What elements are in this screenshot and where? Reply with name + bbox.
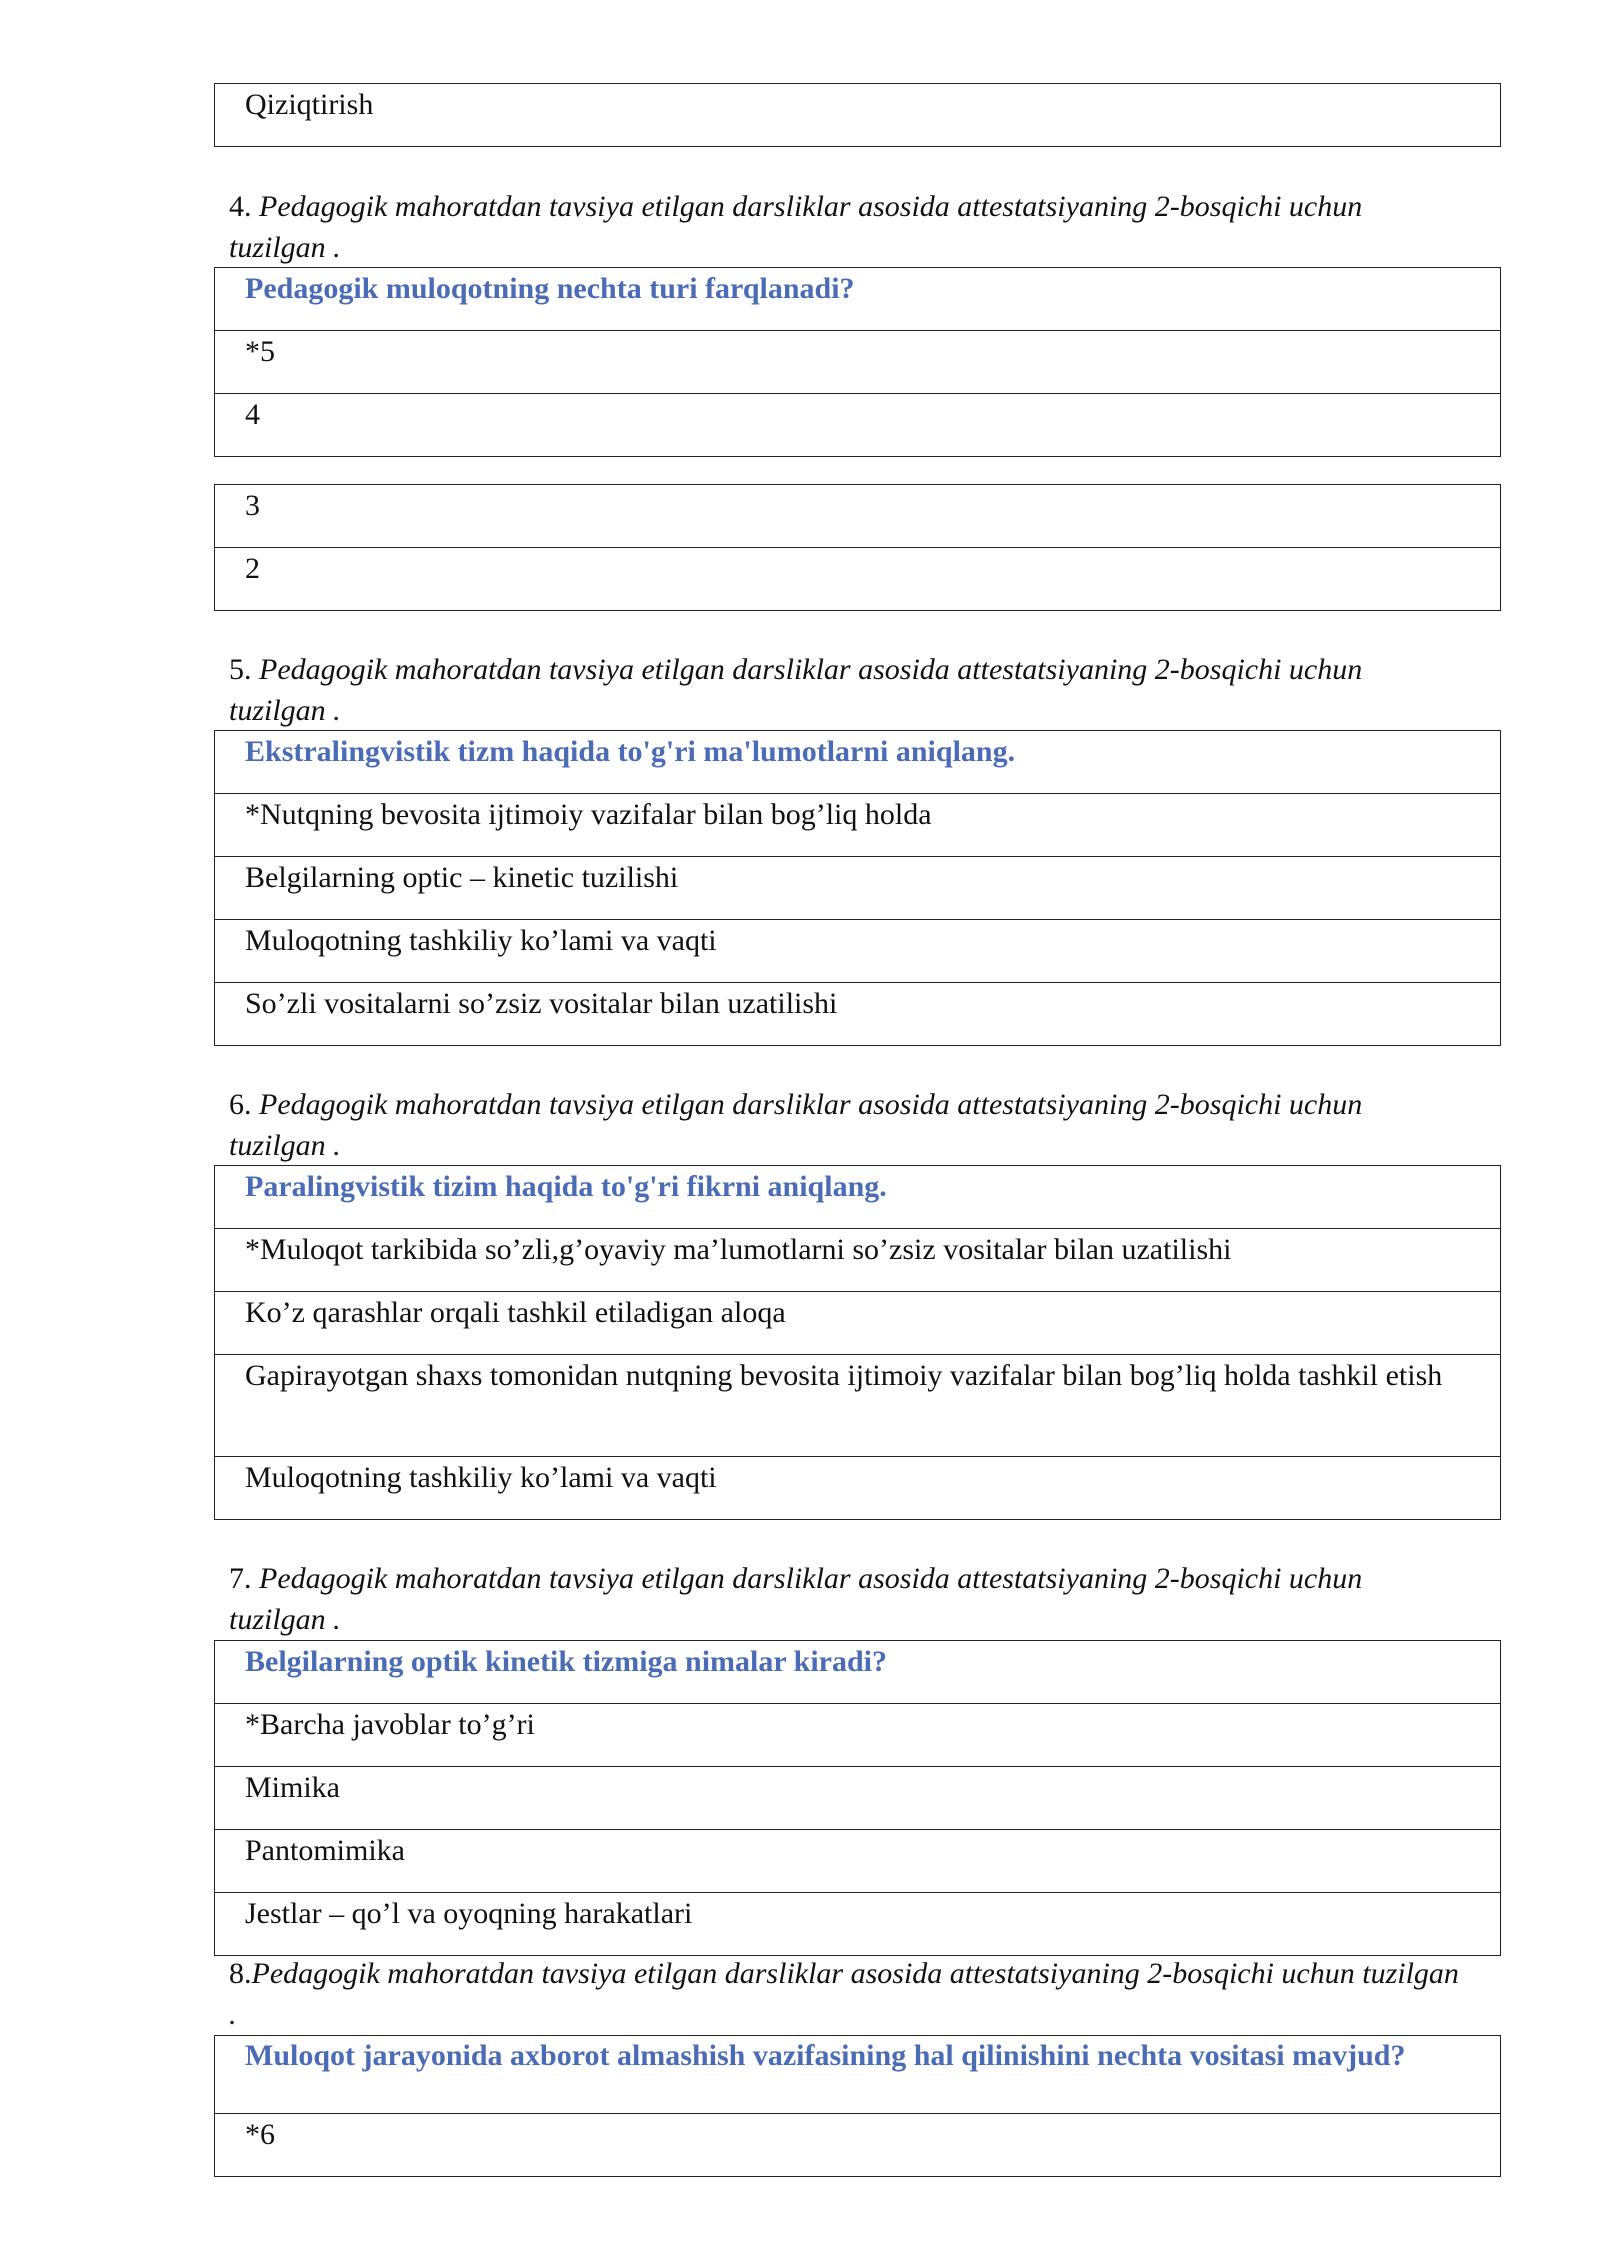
question-stem xyxy=(229,1084,1459,1166)
question-stem-text: Pedagogik mahoratdan tavsiya etilgan darsliklar asosida attestatsiyaning 2-bosqichi uchun tuzilgan . xyxy=(229,653,1363,727)
question-table xyxy=(214,730,1501,1046)
option-row: So’zli vositalarni so’zsiz vositalar bilan uzatilishi xyxy=(215,982,1500,1045)
question-text: Pedagogik muloqotning nechta turi farqlanadi? xyxy=(245,272,855,305)
question-stem-text: Pedagogik mahoratdan tavsiya etilgan darsliklar asosida attestatsiyaning 2-bosqichi uchun tuzilgan . xyxy=(229,1957,1459,2031)
option-row: 3 xyxy=(245,489,260,522)
option-row: Mimika xyxy=(215,1766,1500,1829)
option-row: Muloqotning tashkiliy ko’lami va vaqti xyxy=(215,919,1500,982)
question-stem-text: Pedagogik mahoratdan tavsiya etilgan darsliklar asosida attestatsiyaning 2-bosqichi uchun tuzilgan . xyxy=(229,1562,1363,1636)
question-stem-text: Pedagogik mahoratdan tavsiya etilgan darsliklar asosida attestatsiyaning 2-bosqichi uchun tuzilgan . xyxy=(229,1088,1363,1162)
question-stem xyxy=(229,186,1459,268)
question-text: Muloqot jarayonida axborot almashish vazifasining hal qilinishini nechta vositasi mavjud? xyxy=(245,2039,1406,2072)
question-stem-text: Pedagogik mahoratdan tavsiya etilgan darsliklar asosida attestatsiyaning 2-bosqichi uchun tuzilgan . xyxy=(229,190,1363,264)
option-row: Ko’z qarashlar orqali tashkil etiladigan aloqa xyxy=(215,1291,1500,1354)
option-row: 2 xyxy=(215,547,1500,610)
question-number: 6. xyxy=(229,1088,252,1121)
option-row: Pantomimika xyxy=(215,1829,1500,1892)
question-number: 4. xyxy=(229,190,252,223)
question-table xyxy=(214,267,1501,457)
option-row: Muloqotning tashkiliy ko’lami va vaqti xyxy=(215,1456,1500,1519)
question-text: Belgilarning optik kinetik tizmiga nimalar kiradi? xyxy=(245,1645,888,1678)
option-row: *5 xyxy=(215,330,1500,393)
question-number: 5. xyxy=(229,653,252,686)
question-stem xyxy=(229,649,1459,731)
question-text: Ekstralingvistik tizm haqida to'g'ri ma'lumotlarni aniqlang. xyxy=(245,735,1016,768)
option-row: *6 xyxy=(215,2113,1500,2176)
question-table xyxy=(214,2035,1501,2177)
option-row: Qiziqtirish xyxy=(245,88,374,121)
question-number: 8. xyxy=(229,1957,252,1990)
option-row: Jestlar – qo’l va oyoqning harakatlari xyxy=(215,1892,1500,1955)
option-row: Gapirayotgan shaxs tomonidan nutqning bevosita ijtimoiy vazifalar bilan bog’liq holda tashkil etish xyxy=(215,1354,1500,1456)
option-row: Belgilarning optic – kinetic tuzilishi xyxy=(215,856,1500,919)
option-row: *Nutqning bevosita ijtimoiy vazifalar bilan bog’liq holda xyxy=(215,793,1500,856)
question-stem xyxy=(229,1953,1459,2035)
option-row: *Muloqot tarkibida so’zli,g’oyaviy ma’lumotlarni so’zsiz vositalar bilan uzatilishi xyxy=(215,1228,1500,1291)
answer-table xyxy=(214,83,1501,147)
question-table xyxy=(214,1640,1501,1956)
question-stem xyxy=(229,1558,1459,1640)
question-table xyxy=(214,1165,1501,1520)
option-row: *Barcha javoblar to’g’ri xyxy=(215,1703,1500,1766)
option-row: 4 xyxy=(215,393,1500,456)
question-number: 7. xyxy=(229,1562,252,1595)
question-text: Paralingvistik tizim haqida to'g'ri fikrni aniqlang. xyxy=(245,1170,887,1203)
question-table-continued xyxy=(214,484,1501,611)
